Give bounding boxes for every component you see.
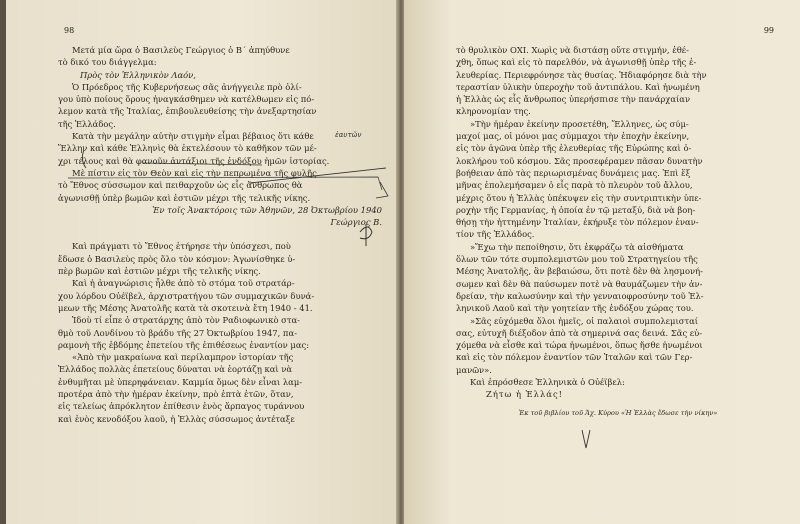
text-line: Ἕλλην καὶ κάθε Ἑλληνὶς θὰ ἐκτελέσουν τὸ καθῆκον τῶν μέ-	[58, 143, 317, 154]
signature-line: Γεώργιος Β.	[330, 217, 382, 228]
text-line: χου λόρδου Οὐέϊβελ, ἀρχιστρατήγου τῶν συμμαχικῶν δυνά-	[58, 290, 315, 301]
text-line: Ἑλλάδος πολλὰς ἐπετείους δύναται νὰ ἑορτάζῃ καὶ νὰ	[58, 364, 293, 375]
text-line: Ὁ Πρόεδρος τῆς Κυβερνήσεως σᾶς ἀνήγγειλε πρὸ ὀλί-	[72, 81, 302, 92]
dateline: Ἐν τοῖς Ἀνακτόροις τῶν Ἀθηνῶν, 28 Ὀκτωβρίου 1940	[152, 204, 382, 215]
text-line: κληρονομίαν της.	[456, 106, 531, 117]
exclamation-line: Ζήτω ἡ Ἑλλάς!	[486, 389, 564, 400]
underline-mark	[68, 177, 382, 190]
check-mark	[582, 430, 590, 448]
left-page	[0, 0, 398, 524]
text-line: τῆς Ἑλλάδος.	[58, 118, 116, 129]
text-line: Καὶ ἐπρόσθεσε Ἑλληνικὰ ὁ Οὐέϊβελ:	[470, 377, 625, 388]
page-number-right: 99	[763, 26, 774, 35]
text-line: προτέρα ἀπὸ τὴν ἡμέραν ἐκείνην, πρὸ ἑπτὰ ἐτῶν, ὅταν,	[58, 389, 294, 400]
text-line: ληνικοῦ Λαοῦ καὶ τὴν γοητείαν τῆς ἐνδόξου χώρας του.	[456, 303, 694, 314]
text-line: »Σᾶς εὐχόμεθα ὅλοι ἡμεῖς, οἱ παλαιοὶ συμπολεμισταί	[470, 315, 699, 326]
text-line: πὲρ βωμῶν καὶ ἑστιῶν μέχρι τῆς τελικῆς νίκης.	[58, 266, 261, 277]
text-line: τὸ δικό του διάγγελμα:	[58, 57, 157, 68]
text-line: μεων τῆς Μέσης Ἀνατολῆς κατὰ τὰ σκοτεινὰ ἔτη 1940 - 41.	[58, 302, 313, 313]
text-line: χθη, ὅπως καὶ εἰς τὸ παρελθόν, νὰ ἀγωνισθῇ ὑπὲρ τῆς ἐ-	[456, 57, 697, 68]
text-line: ἐνθυμῆται μὲ ὑπερηφάνειαν. Καμμία ὅμως δὲν εἶναι λαμ-	[58, 376, 303, 387]
right-page	[404, 0, 800, 524]
text-line: τὸ θρυλικὸν ΟΧΙ. Χωρὶς νὰ διστάσῃ οὔτε στιγμήν, ἐθέ-	[456, 45, 689, 55]
text-line: τίον τῆς Ἑλλάδος.	[456, 229, 535, 240]
text-line: »Τὴν ἡμέραν ἐκείνην προσετέθη, Ἕλληνες, ὡς σύμ-	[470, 118, 689, 129]
text-line: χρι τέλους καὶ θὰ φανοῦν ἀντάξιοι τῆς ἐνδόξου ἡμῶν ἱστορίας.	[58, 155, 330, 166]
text-line: λευθερίας. Περιεφρόνησε τὰς θυσίας. Ἠδιαφόρησε διὰ τὴν	[456, 69, 707, 80]
page-number-left: 98	[64, 26, 75, 35]
text-line: Κατὰ τὴν μεγάλην αὐτὴν στιγμὴν εἶμαι βέβαιος ὅτι κάθε	[72, 131, 314, 142]
text-line: γου ὑπὸ ποίους ὅρους ἠναγκάσθημεν νὰ κατέλθωμεν εἰς πό-	[58, 94, 315, 105]
text-line: τὸ Ἔθνος σύσσωμον καὶ πειθαρχοῦν ὡς εἷς ἄνθρωπος θὰ	[58, 180, 303, 191]
text-line: ἀγωνισθῇ ὑπὲρ βωμῶν καὶ ἑστιῶν μέχρι τῆς τελικῆς νίκης.	[58, 192, 311, 203]
pencil-markings-right	[404, 0, 800, 524]
text-line: εἰς τελείως ἀπρόκλητον ἐπίθεσιν ἑνὸς ἅρπαγος τυράννου	[58, 401, 305, 412]
text-line: μῆνας ἐπολεμήσαμεν ὁ εἷς παρὰ τὸ πλευρὸν τοῦ ἄλλου,	[456, 180, 693, 191]
underline-mark	[142, 163, 262, 165]
text-line: χόμεθα νὰ εἶσθε καὶ τώρα ἡνωμένοι, ὅπως ἤσθε ἡνωμένοι	[456, 340, 703, 351]
text-line: μανῶν».	[456, 364, 492, 375]
source-credit: Ἐκ τοῦ βιβλίου τοῦ Ἀχ. Κύρου «Ἡ Ἑλλὰς ἔδωσε τὴν νίκην»	[518, 408, 718, 417]
text-line: δρείαν, τὴν καλωσύνην καὶ τὴν γενναιοφροσύνην τοῦ Ἑλ-	[456, 290, 704, 301]
text-line: μέχρις ὅτου ἡ Ἑλλὰς ὑπέκυψεν εἰς τὴν συντριπτικὴν ὑπε-	[456, 192, 702, 203]
text-line: Ἰδοὺ τί εἶπε ὁ στρατάρχης ἀπὸ τὸν Ραδιοφωνικὸ στα-	[72, 315, 300, 326]
text-line: Μετά μία ὥρα ὁ Βασιλεὺς Γεώργιος ὁ Β΄ ἀπηύθυνε	[72, 45, 290, 55]
text-line: λοκλήρου τοῦ κόσμου. Σᾶς προσεφέραμεν πᾶσαν δυνατὴν	[456, 155, 703, 166]
text-line: θμὸ τοῦ Λονδίνου τὸ βράδυ τῆς 27 Ὀκτωβρίου 1947, πα-	[58, 327, 297, 338]
strike-mark	[250, 168, 386, 183]
text-line: ἡ Ἑλλὰς ὡς εἷς ἄνθρωπος ὑπερήσπισε τὴν πανάρχαίαν	[456, 94, 691, 105]
text-line: ἔδωσε ὁ Βασιλεὺς πρὸς ὅλο τὸν κόσμον: Ἀγωνίσθηκε ὑ-	[58, 253, 296, 264]
text-line: ραμονὴ τῆς ἑβδόμης ἐπετείου τῆς ἐπιθέσεως ἐναντίον μας:	[58, 339, 310, 350]
phi-mark	[360, 224, 372, 246]
text-line: σωμεν καὶ δὲν θὰ παύσωμεν ποτὲ νὰ θαυμάζωμεν τὴν ἀν-	[456, 278, 703, 289]
handwritten-note: ἑαυτῶν	[335, 131, 362, 139]
text-line: ὅλων τῶν τότε συμπολεμιστῶν μου τοῦ Στρατηγείου τῆς	[456, 254, 698, 265]
bracket-mark	[82, 150, 86, 168]
text-line: Καὶ πράγματι τὸ Ἔθνος ἐτήρησε τὴν ὑπόσχεσι, ποὺ	[72, 241, 291, 252]
text-line: »Ἔχω τὴν πεποίθησιν, ὅτι ἐκφράζω τὰ αἰσθήματα	[470, 241, 684, 252]
text-line: ροχὴν τῆς Γερμανίας, ἡ ὁποία ἐν τῷ μεταξύ, διὰ νὰ βοη-	[456, 204, 696, 215]
text-line: Μέσης Ἀνατολῆς, ἂν βεβαιώσω, ὅτι ποτὲ δὲν θὰ λησμονή-	[456, 266, 703, 277]
text-line: εἰς τὸν ἀγῶνα ὑπὲρ τῆς ἐλευθερίας τῆς Εὐρώπης καὶ ὁ-	[456, 143, 692, 154]
text-line: τεραστίαν ὑλικὴν ὑπεροχὴν τοῦ ἀντιπάλου. Καὶ ἡνωμένη	[456, 81, 700, 92]
text-line: μαχοί μας, οἱ μόνοι μας σύμμαχοι τὴν ἐποχὴν ἐκείνην,	[456, 131, 690, 142]
text-line: καὶ ἑνὸς κενοδόξου λαοῦ, ἡ Ἑλλὰς σύσσωμος ἀντέταξε	[58, 413, 295, 424]
text-line: Μὲ πίστιν εἰς τὸν Θεὸν καὶ εἰς τὴν πεπρωμένα τῆς φυλῆς	[72, 167, 317, 178]
text-line: καὶ εἰς τὸν πόλεμον ἐναντίον τῶν Ἰταλῶν καὶ τῶν Γερ-	[456, 352, 693, 363]
text-line: θήσῃ τὴν ἡττημένην Ἰταλίαν, ἐκήρυξε τὸν πόλεμον ἐναν-	[456, 217, 699, 228]
text-line: «Ἀπὸ τὴν μακραίωνα καὶ περίλαμπρον ἱστορίαν τῆς	[72, 352, 294, 363]
text-line: Καὶ ἡ ἀναγνώρισις ἦλθε ἀπὸ τὸ στόμα τοῦ στρατάρ-	[72, 278, 295, 289]
address-line: Πρὸς τὸν Ἑλληνικὸν Λαόν,	[80, 69, 196, 80]
text-line: σας, εὐτυχῆ διέξοδον ἀπὸ τὰ σημερινά σας δεινά. Σᾶς εὐ-	[456, 327, 703, 338]
pencil-markings	[0, 0, 398, 524]
text-line: βοήθειαν ἀπὸ τὰς περιωρισμένας δυνάμεις μας. Ἐπὶ ἕξ	[456, 167, 691, 178]
text-line: λεμον κατὰ τῆς Ἰταλίας, ἐπιβουλευθείσης τὴν ἀνεξαρτησίαν	[58, 106, 317, 117]
